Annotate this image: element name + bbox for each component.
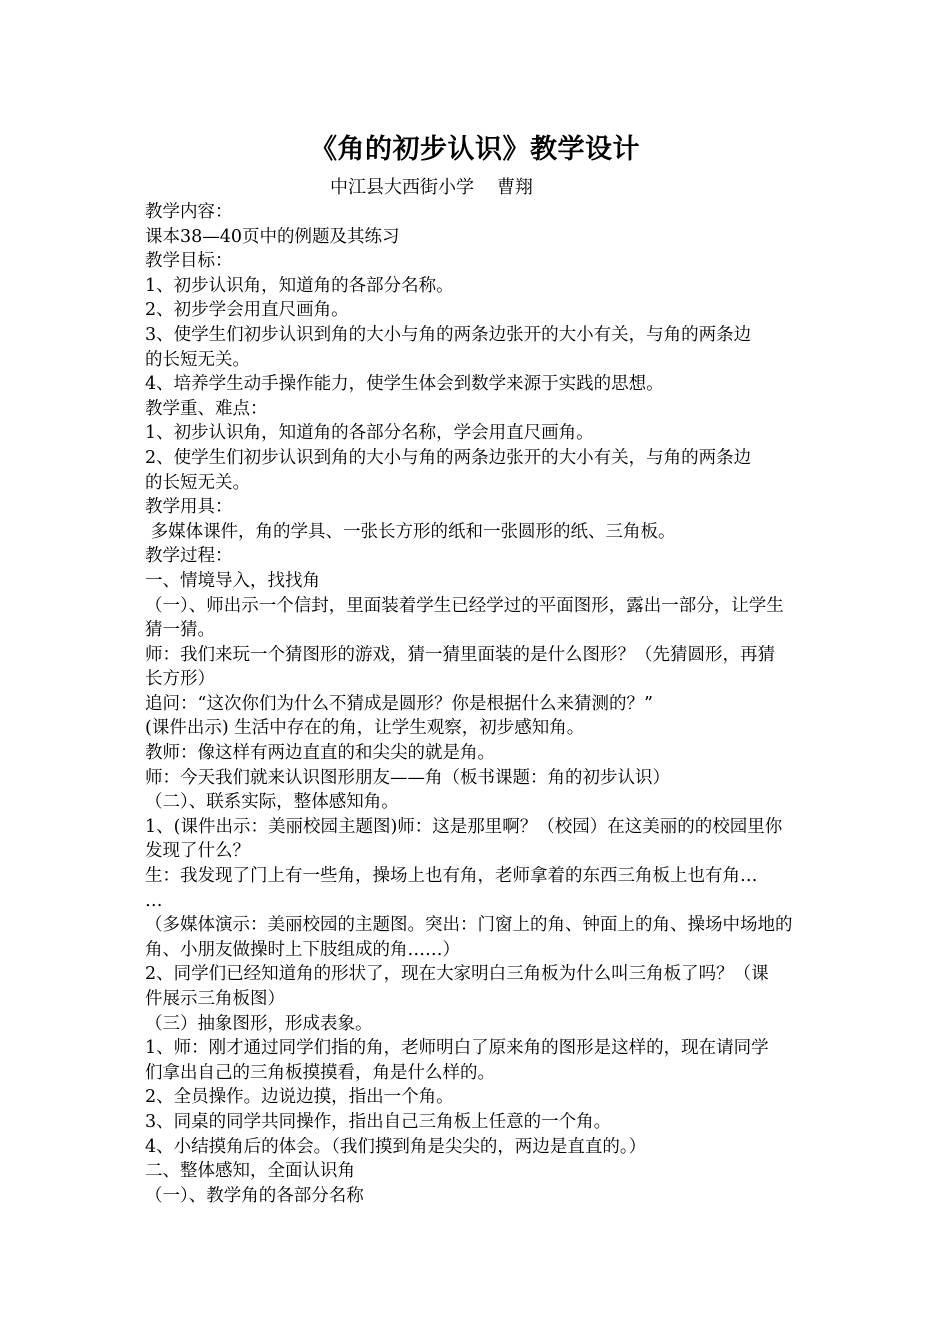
body-line: 4、小结摸角后的体会。（我们摸到角是尖尖的，两边是直直的。） [145, 1136, 647, 1157]
body-line: 1、(课件出示：美丽校园主题图)师：这是那里啊？（校园）在这美丽的的校园里你 [145, 816, 783, 837]
body-line: 长方形） [145, 669, 215, 690]
body-line: 师：我们来玩一个猜图形的游戏，猜一猜里面装的是什么图形？（先猜圆形，再猜 [145, 644, 775, 665]
body-line: 3、同桌的同学共同操作，指出自己三角板上任意的一个角。 [145, 1111, 612, 1132]
body-line: 教学用具： [145, 497, 233, 518]
body-line: 角、小朋友做操时上下肢组成的角……） [145, 939, 460, 960]
document-body [145, 200, 810, 1208]
body-line: 教学目标： [145, 251, 233, 272]
body-line: （三）抽象图形，形成表象。 [145, 1013, 373, 1034]
body-line: 追问：“这次你们为什么不猜成是圆形？你是根据什么来猜测的？” [145, 693, 653, 714]
body-line: 生：我发现了门上有一些角，操场上也有角，老师拿着的东西三角板上也有角… [145, 866, 758, 887]
body-line: … [145, 890, 163, 911]
body-line: 1、初步认识角，知道角的各部分名称。 [145, 275, 454, 296]
body-line: 件展示三角板图） [145, 989, 285, 1009]
body-line: 发现了什么？ [145, 841, 250, 862]
body-line: 教学过程： [145, 546, 233, 567]
body-line: 一、情境导入，找找角 [145, 570, 320, 591]
body-line: 3、使学生们初步认识到角的大小与角的两条边张开的大小有关，与角的两条边 [145, 324, 752, 345]
body-line: 师：今天我们就来认识图形朋友——角（板书课题：角的初步认识） [145, 767, 670, 788]
body-line: (课件出示) 生活中存在的角，让学生观察，初步感知角。 [145, 718, 585, 739]
body-line: 猜一猜。 [145, 620, 215, 641]
body-line: （一）、教学角的各部分名称 [145, 1185, 364, 1206]
document-author: 中江县大西街小学 曹翔 [330, 177, 533, 198]
body-line: 的长短无关。 [145, 472, 250, 493]
body-line: 1、师：刚才通过同学们指的角，老师明白了原来角的图形是这样的，现在请同学 [145, 1038, 769, 1059]
body-line: 2、全员操作。边说边摸，指出一个角。 [145, 1087, 454, 1108]
body-line: 教师：像这样有两边直直的和尖尖的就是角。 [145, 743, 495, 764]
body-line: 的长短无关。 [145, 349, 250, 370]
body-line: （多媒体演示：美丽校园的主题图。突出：门窗上的角、钟面上的角、操场中场地的 [145, 915, 793, 936]
body-line: 4、培养学生动手操作能力，使学生体会到数学来源于实践的思想。 [145, 374, 664, 395]
body-line: 1、初步认识角，知道角的各部分名称，学会用直尺画角。 [145, 423, 594, 444]
body-line: 教学重、难点： [145, 398, 268, 419]
body-line: 2、初步学会用直尺画角。 [145, 300, 349, 321]
body-line: 教学内容： [145, 202, 233, 222]
document-title: 《角的初步认识》教学设计 [310, 134, 640, 165]
body-line: 多媒体课件，角的学具、一张长方形的纸和一张圆形的纸、三角板。 [145, 521, 676, 542]
body-line: 们拿出自己的三角板摸摸看，角是什么样的。 [145, 1062, 495, 1083]
body-line: （二）、联系实际，整体感知角。 [145, 792, 399, 813]
body-line: 二、整体感知，全面认识角 [145, 1161, 355, 1182]
body-line: 课本38—40页中的例题及其练习 [145, 226, 400, 247]
body-line: 2、同学们已经知道角的形状了，现在大家明白三角板为什么叫三角板了吗？（课 [145, 964, 769, 985]
body-line: （一）、师出示一个信封，里面装着学生已经学过的平面图形，露出一部分，让学生 [145, 595, 784, 616]
body-line: 2、使学生们初步认识到角的大小与角的两条边张开的大小有关，与角的两条边 [145, 447, 752, 468]
